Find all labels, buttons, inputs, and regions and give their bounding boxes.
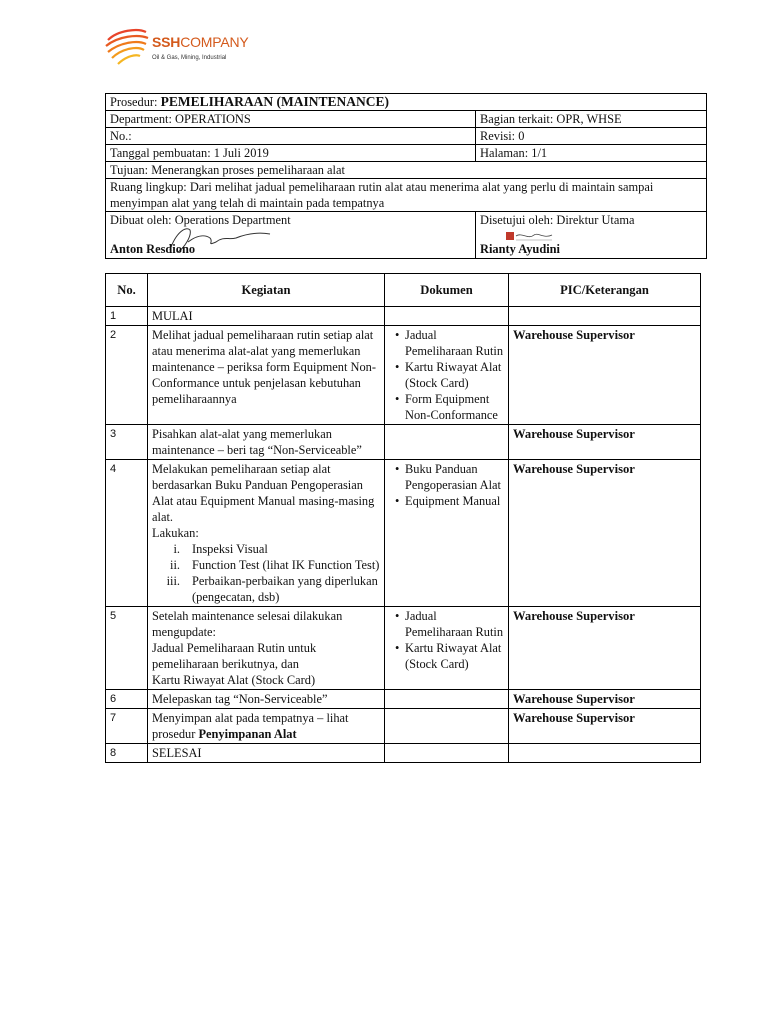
row-activity: MULAI xyxy=(148,307,385,326)
sub-step-text: Inspeksi Visual xyxy=(192,542,268,556)
approved-by-label: Disetujui oleh: Direktur Utama xyxy=(480,213,635,227)
sub-step xyxy=(152,573,380,605)
row-activity: Melepaskan tag “Non-Serviceable” xyxy=(148,690,385,709)
sub-step-text: Perbaikan-perbaikan yang diperlukan (pengecatan, dsb) xyxy=(192,574,378,604)
row-number: 3 xyxy=(106,425,148,460)
document-item: • Form Equipment Non-Conformance xyxy=(405,391,504,423)
table-row xyxy=(106,607,701,690)
row-documents xyxy=(385,425,509,460)
row-number: 7 xyxy=(106,709,148,744)
document-number-cell: No.: xyxy=(106,128,476,145)
table-row xyxy=(106,307,701,326)
row-pic: Warehouse Supervisor xyxy=(509,326,701,425)
table-row xyxy=(106,744,701,763)
document-item: • Buku Panduan Pengoperasian Alat xyxy=(405,461,504,493)
row-documents xyxy=(385,460,509,607)
table-row xyxy=(106,709,701,744)
related-section-cell: Bagian terkait: OPR, WHSE xyxy=(476,111,707,128)
column-header-documents: Dokumen xyxy=(385,274,509,307)
made-by-cell xyxy=(106,212,476,259)
column-header-activity: Kegiatan xyxy=(148,274,385,307)
procedure-title-cell xyxy=(106,94,707,111)
revision-cell: Revisi: 0 xyxy=(476,128,707,145)
row-number: 1 xyxy=(106,307,148,326)
table-row xyxy=(106,425,701,460)
created-date-cell: Tanggal pembuatan: 1 Juli 2019 xyxy=(106,145,476,162)
row-pic: Warehouse Supervisor xyxy=(509,607,701,690)
sub-step-numeral: i. xyxy=(173,542,180,556)
row-documents xyxy=(385,709,509,744)
row-documents xyxy=(385,690,509,709)
activity-text: Melakukan pemeliharaan setiap alat berdasarkan Buku Panduan Pengoperasian Alat atau Equipment Manual masing-masing alat. xyxy=(152,462,375,524)
sub-step-numeral: ii. xyxy=(170,558,180,572)
table-row xyxy=(106,690,701,709)
document-item: • Jadual Pemeliharaan Rutin xyxy=(405,327,504,359)
activity-instruction: Lakukan: xyxy=(152,526,199,540)
row-activity xyxy=(148,607,385,690)
sub-step-numeral: iii. xyxy=(166,574,180,588)
row-activity: Pisahkan alat-alat yang memerlukan maintenance – beri tag “Non-Serviceable” xyxy=(148,425,385,460)
approved-by-cell xyxy=(476,212,707,259)
page-number-cell: Halaman: 1/1 xyxy=(476,145,707,162)
document-item: • Equipment Manual xyxy=(405,493,504,509)
made-by-label: Dibuat oleh: Operations Department xyxy=(110,213,291,227)
row-activity xyxy=(148,460,385,607)
row-documents xyxy=(385,744,509,763)
scope-cell: Ruang lingkup: Dari melihat jadual pemeliharaan rutin alat atau menerima alat yang perlu di maintain sampai menyimpan alat yang telah di maintain pada tempatnya xyxy=(106,179,707,212)
procedure-reference: Penyimpanan Alat xyxy=(198,727,297,741)
purpose-cell: Tujuan: Menerangkan proses pemeliharaan alat xyxy=(106,162,707,179)
activity-line: Jadual Pemeliharaan Rutin untuk pemeliharaan berikutnya, dan xyxy=(152,641,317,671)
activity-text: Menyimpan alat pada tempatnya – lihat prosedur xyxy=(152,711,349,741)
row-documents xyxy=(385,307,509,326)
table-header-row xyxy=(106,274,701,307)
approved-by-name: Rianty Ayudini xyxy=(480,242,560,256)
procedure-label: Prosedur: xyxy=(110,95,158,109)
sub-step xyxy=(152,541,380,557)
column-header-pic: PIC/Keterangan xyxy=(509,274,701,307)
row-number: 6 xyxy=(106,690,148,709)
row-pic: Warehouse Supervisor xyxy=(509,690,701,709)
row-number: 4 xyxy=(106,460,148,607)
row-pic: Warehouse Supervisor xyxy=(509,425,701,460)
brand-name: SSHCOMPANY xyxy=(152,34,249,50)
table-row xyxy=(106,460,701,607)
procedure-title: PEMELIHARAAN (MAINTENANCE) xyxy=(160,94,389,109)
sub-step xyxy=(152,557,380,573)
row-activity: Melihat jadual pemeliharaan rutin setiap alat atau menerima alat-alat yang memerlukan maintenance – periksa form Equipment Non-Conformance untuk penjelasan kebutuhan pemeliharaannya xyxy=(148,326,385,425)
row-number: 8 xyxy=(106,744,148,763)
row-pic: Warehouse Supervisor xyxy=(509,460,701,607)
row-number: 2 xyxy=(106,326,148,425)
activity-line: Kartu Riwayat Alat (Stock Card) xyxy=(152,673,316,687)
table-row xyxy=(106,326,701,425)
activity-text: Setelah maintenance selesai dilakukan mengupdate: xyxy=(152,609,343,639)
row-pic xyxy=(509,307,701,326)
row-documents xyxy=(385,607,509,690)
row-pic xyxy=(509,744,701,763)
row-activity xyxy=(148,709,385,744)
row-pic: Warehouse Supervisor xyxy=(509,709,701,744)
column-header-no: No. xyxy=(106,274,148,307)
department-cell: Department: OPERATIONS xyxy=(106,111,476,128)
made-by-name: Anton Resdiono xyxy=(110,242,196,256)
company-logo xyxy=(104,24,284,74)
document-item: • Jadual Pemeliharaan Rutin xyxy=(405,608,504,640)
activity-table xyxy=(105,273,701,763)
row-number: 5 xyxy=(106,607,148,690)
brand-tagline: Oil & Gas, Mining, Industrial xyxy=(152,55,227,61)
document-item: • Kartu Riwayat Alat (Stock Card) xyxy=(405,640,504,672)
row-documents xyxy=(385,326,509,425)
procedure-header-table xyxy=(105,93,707,259)
row-activity: SELESAI xyxy=(148,744,385,763)
document-item: • Kartu Riwayat Alat (Stock Card) xyxy=(405,359,504,391)
sub-step-text: Function Test (lihat IK Function Test) xyxy=(192,558,380,572)
swirl-logo-icon xyxy=(104,26,150,70)
